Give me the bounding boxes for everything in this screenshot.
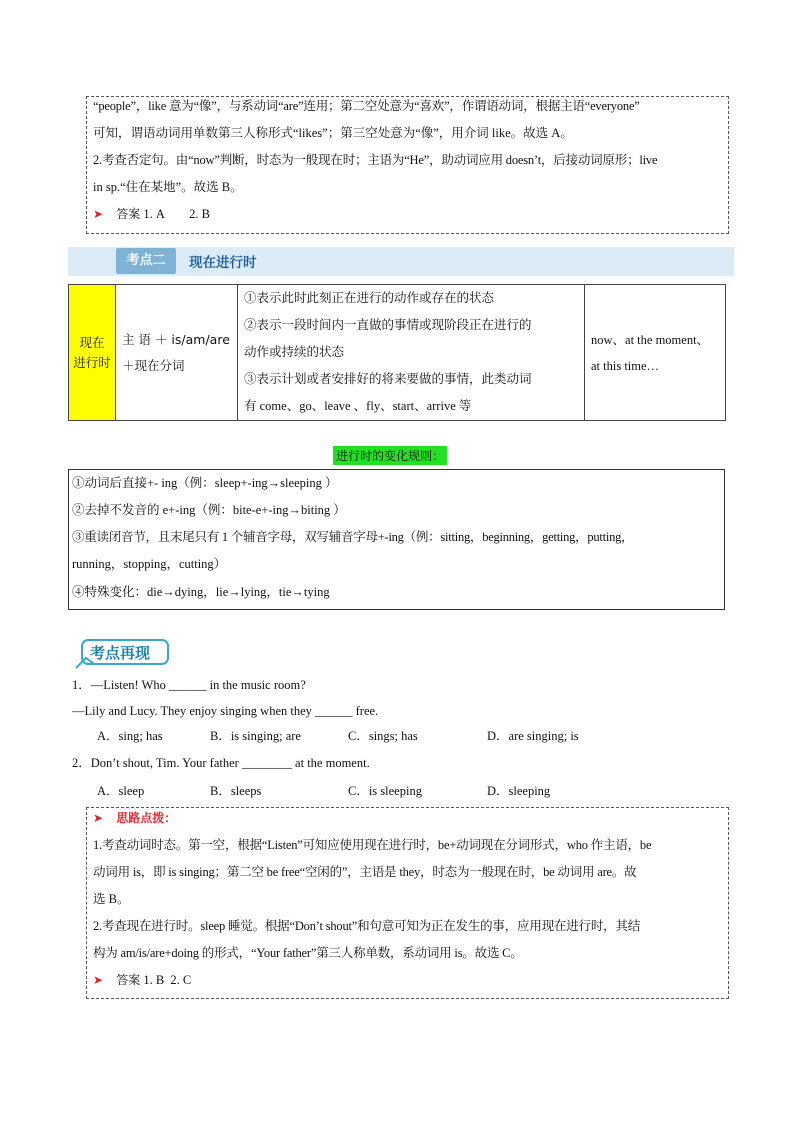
tense-table [68,284,726,421]
usage-line: ③表示计划或者安排好的将来要做的事情，此类动词 [244,372,532,386]
structure-line: 主 语 ＋ is/am/are [122,331,230,347]
q1-stem-reply: —Lily and Lucy. They enjoy singing when they ______ free. [72,704,379,718]
section-tag: 考点二 [116,248,176,274]
explanation-line: 选 B。 [93,892,130,906]
rule-line: ②去掉不发音的 e+-ing（例：bite-e+-ing→biting ） [72,503,346,517]
explanation-line: 动词用 is，即 is singing；第二空 be free“空闲的”，主语是 they，时态为一般现在时，be 动词用 are。故 [93,865,637,879]
answer-label: 答案 [116,973,141,987]
usage-line: ②表示一段时间内一直做的事情或现阶段正在进行的 [244,318,532,332]
q2-option-b: B．sleeps [210,784,262,798]
structure-line: ＋现在分词 [122,357,185,373]
tense-name-cell [69,285,116,421]
answer-text: 1. B 2. C [143,973,192,987]
q1-option-a: A．sing; has [97,729,163,743]
explanation-line: 2.考查否定句。由“now”判断，时态为一般现在时；主语为“He”，助动词应用 doesn’t，后接动词原形；live [93,153,658,167]
answer-text: 1. A 2. B [143,207,211,221]
q1-option-c: C．sings; has [348,729,418,743]
arrow-bullet-icon: ➤ [93,207,104,221]
explanation-line: 构为 am/is/are+doing 的形式，“Your father”第三人称单数，系动词用 is。故选 C。 [93,946,523,960]
rule-line: ①动词后直接+- ing（例：sleep+-ing→sleeping ） [72,476,338,490]
hint-row [93,810,176,826]
answer-row [93,972,191,988]
arrow-bullet-icon: ➤ [93,973,104,987]
answer-label: 答案 [116,207,141,221]
explanation-line: 可知，谓语动词用单数第三人称形式“likes”；第三空处意为“像”，用介词 like。故选 A。 [93,126,573,140]
signal-line: now、at the moment、 [591,332,710,347]
q1-stem: 1．—Listen! Who ______ in the music room? [72,678,306,692]
usage-line: 动作或持续的状态 [244,345,345,359]
rule-line: ④特殊变化：die→dying，lie→lying，tie→tying [72,585,330,599]
tense-name-line: 现在 [79,334,105,350]
explanation-box-2 [86,807,729,999]
review-badge [72,638,170,668]
explanation-line: 2.考查现在进行时。sleep 睡觉。根据“Don’t shout”和句意可知为正在发生的事，应用现在进行时，其结 [93,919,641,933]
q1-option-d: D．are singing; is [487,729,579,743]
q2-option-d: D．sleeping [487,784,551,798]
usage-line: ①表示此时此刻正在进行的动作或存在的状态 [244,291,495,305]
usage-line: 有 come、go、leave 、fly、start、arrive 等 [244,399,472,413]
usage-cell [238,285,585,421]
answer-row [93,206,210,222]
tense-name-line: 进行时 [73,354,111,370]
explanation-line: in sp.“住在某地”。故选 B。 [93,180,243,194]
q1-option-b: B．is singing; are [210,729,301,743]
q2-stem: 2．Don’t shout, Tim. Your father ________ at the moment. [72,756,370,770]
arrow-bullet-icon: ➤ [93,811,104,825]
signal-line: at this time… [591,358,660,373]
structure-cell [116,285,238,421]
explanation-line: “people”，like 意为“像”，与系动词“are”连用；第二空处意为“喜欢”，作谓语动词，根据主语“everyone” [93,99,640,113]
rule-line: ③重读闭音节，且末尾只有 1 个辅音字母，双写辅音字母+-ing（例：sitting，beginning，getting，putting， [72,530,634,544]
hint-label: 思路点拨： [116,811,177,825]
rule-line: running，stopping，cutting） [72,557,227,571]
rules-title: 进行时的变化规则： [333,446,447,465]
q2-option-c: C．is sleeping [348,784,422,798]
section-title: 现在进行时 [189,255,257,271]
badge-text: 考点再现 [90,644,151,662]
explanation-line: 1.考查动词时态。第一空，根据“Listen”可知应使用现在进行时，be+动词现在分词形式，who 作主语，be [93,838,652,852]
q2-option-a: A．sleep [97,784,145,798]
signal-words-cell [585,285,726,421]
